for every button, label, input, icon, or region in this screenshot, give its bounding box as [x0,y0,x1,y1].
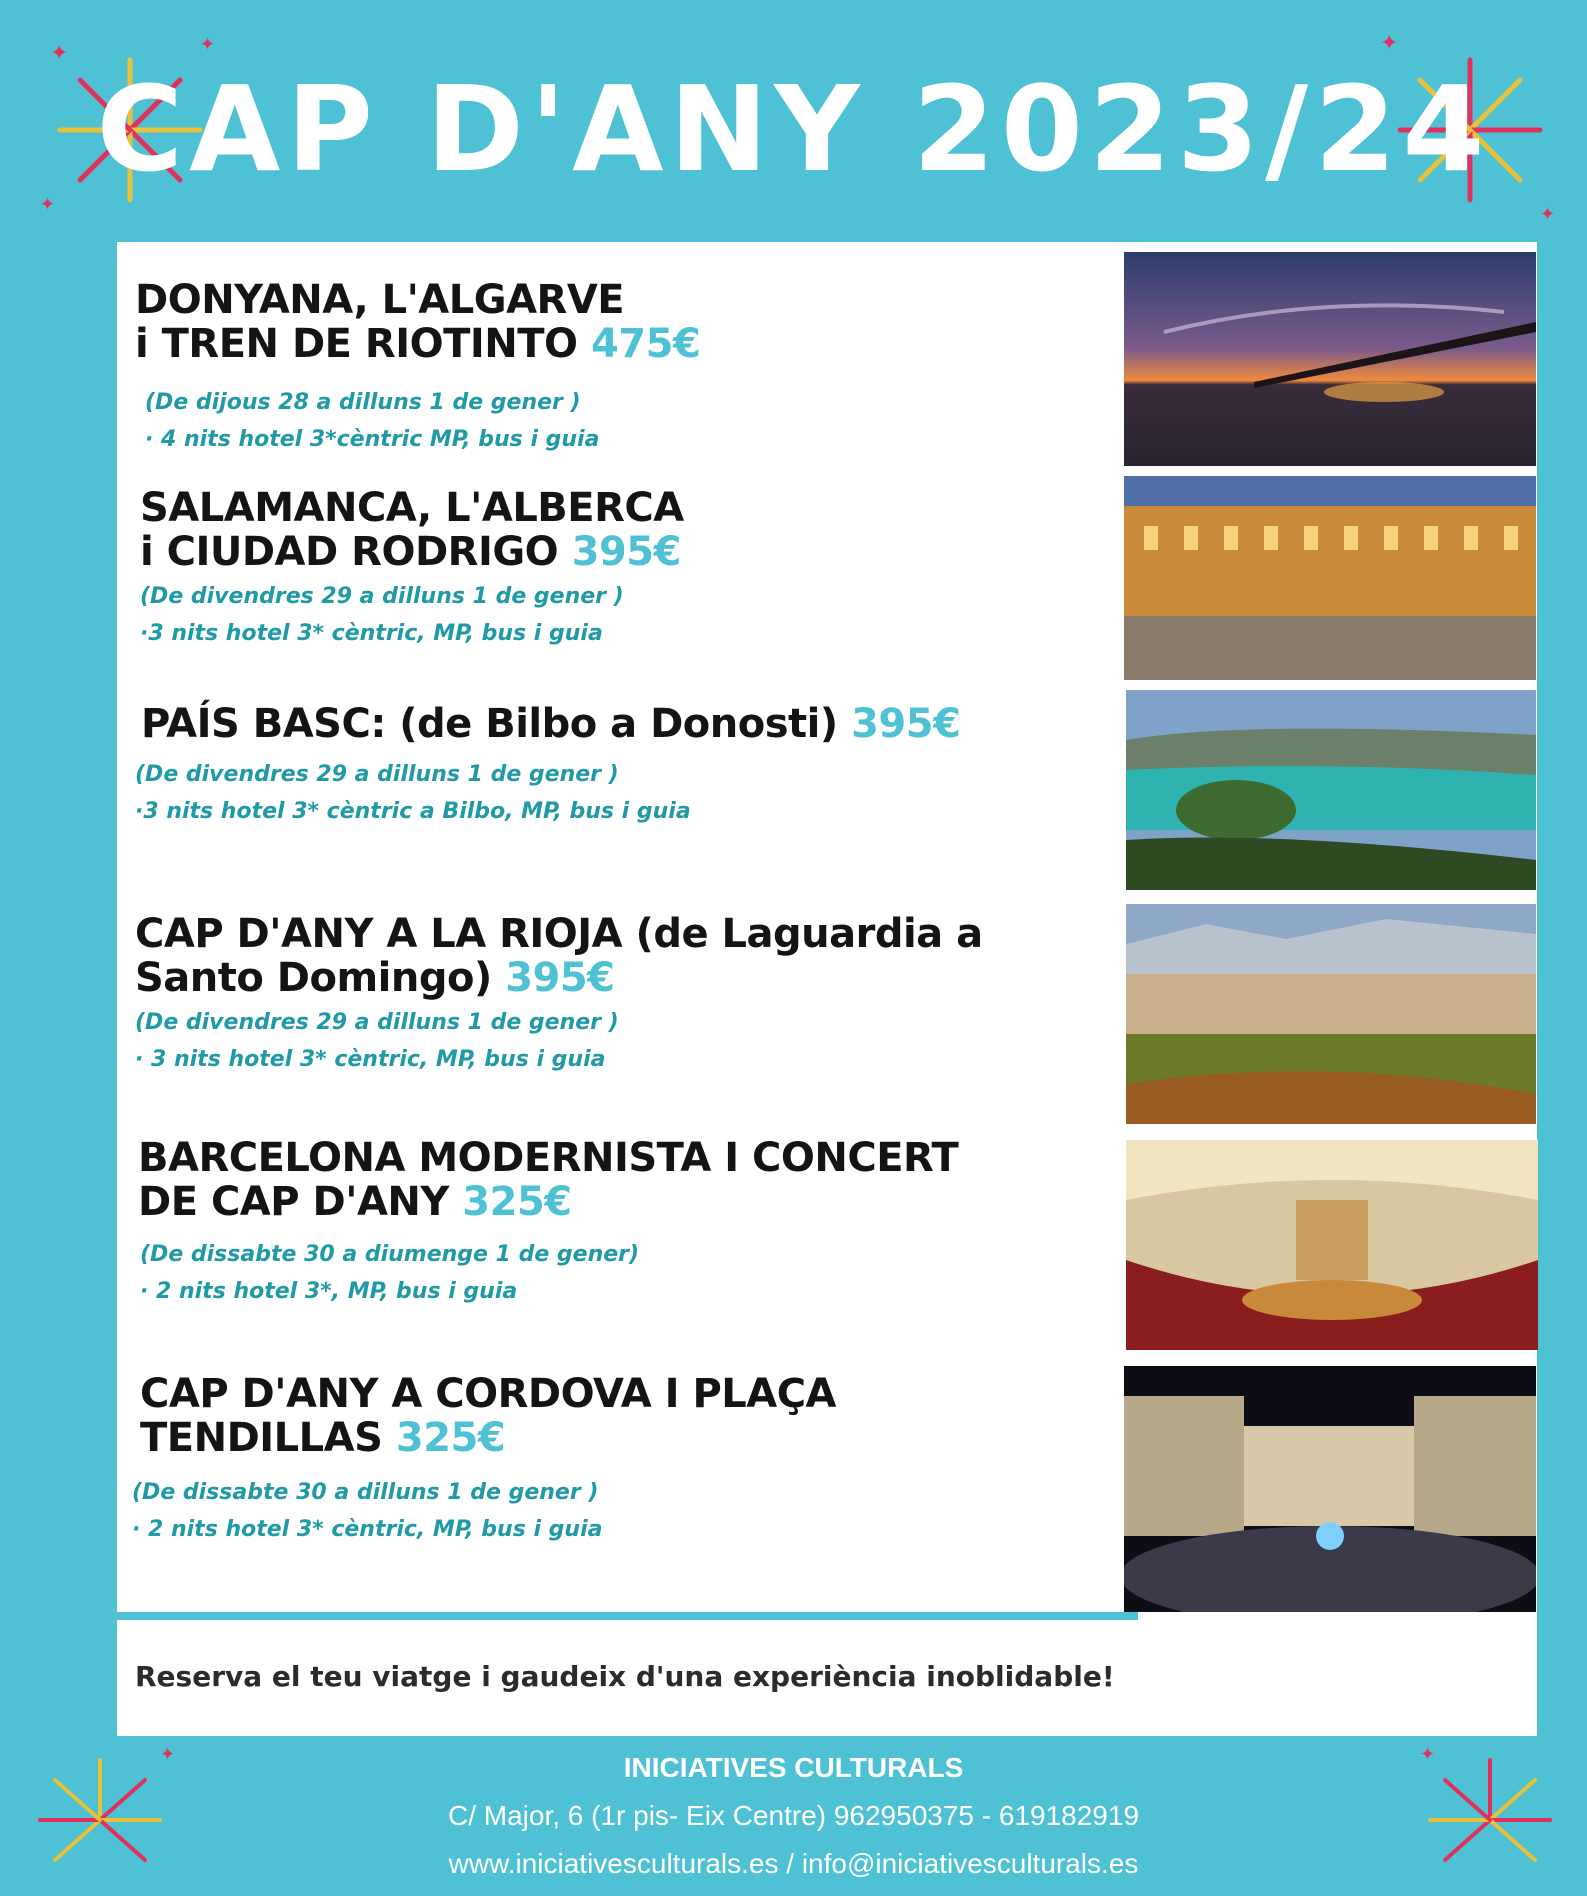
trip-price: 475€ [590,321,701,367]
trip-heading-line: CAP D'ANY A CORDOVA I PLAÇA [140,1371,837,1417]
trip-details: · 2 nits hotel 3* cèntric, MP, bus i guia [132,1517,603,1542]
trip-heading-line: BARCELONA MODERNISTA I CONCERT [138,1135,959,1181]
trip-heading-line: i TREN DE RIOTINTO [135,321,578,367]
trip-item [132,1371,1140,1548]
trip-dates: (De divendres 29 a dilluns 1 de gener ) [140,584,624,609]
trip-item [138,1136,1138,1310]
trip-heading [140,486,1140,574]
trip-price: 395€ [505,955,615,1001]
trip-price: 395€ [571,529,681,575]
night-square-photo [1124,1366,1536,1612]
footer-address: C/ Major, 6 (1r pis- Eix Centre) 962950375 - 619182919 [447,1800,1140,1831]
trip-heading-line: DONYANA, L'ALGARVE [135,277,625,323]
trip-dates: (De dissabte 30 a diumenge 1 de gener) [140,1242,640,1267]
trip-details: · 4 nits hotel 3*cèntric MP, bus i guia [145,427,600,452]
trip-details: ·3 nits hotel 3* cèntric, MP, bus i guia [140,621,603,646]
concert-hall-photo [1126,1140,1538,1350]
footer-web-link[interactable]: www.iniciativesculturals.es / info@iniciativesculturals.es [448,1848,1139,1879]
trip-heading-line: i CIUDAD RODRIGO [140,529,559,575]
trip-heading [140,1372,1140,1460]
trip-heading [138,1136,1138,1224]
trip-dates: (De divendres 29 a dilluns 1 de gener ) [135,762,619,787]
call-to-action: Reserva el teu viatge i gaudeix d'una experiència inoblidable! [135,1660,1115,1693]
trip-item [140,486,1140,652]
page-title: CAP D'ANY 2023/24 [96,60,1491,198]
trip-item [135,702,1135,830]
trip-heading [135,912,1135,1000]
bay-photo [1126,690,1536,890]
trip-details: ·3 nits hotel 3* cèntric a Bilbo, MP, bus i guia [135,799,691,824]
svg-text:✦: ✦ [40,194,56,215]
trip-heading [135,702,1135,746]
trip-heading-line: PAÍS BASC: (de Bilbo a Donosti) [141,701,838,747]
svg-text:✦: ✦ [160,1744,176,1765]
trip-heading-line: Santo Domingo) [135,955,492,1001]
trip-details: · 2 nits hotel 3*, MP, bus i guia [140,1279,518,1304]
trip-heading-line: SALAMANCA, L'ALBERCA [140,485,684,531]
svg-text:✦: ✦ [50,41,69,66]
svg-text:✦: ✦ [200,34,216,55]
trip-dates: (De dijous 28 a dilluns 1 de gener ) [145,390,581,415]
svg-text:✦: ✦ [1420,1744,1436,1765]
trip-heading [135,278,1135,366]
svg-text:✦: ✦ [1540,204,1556,225]
trip-item [135,912,1135,1078]
plaza-mayor-photo [1124,476,1536,680]
trip-price: 325€ [395,1415,506,1461]
trip-heading-line: DE CAP D'ANY [138,1179,449,1225]
divider [117,1612,1138,1620]
trip-price: 325€ [462,1179,572,1225]
trip-details: · 3 nits hotel 3* cèntric, MP, bus i guia [135,1047,606,1072]
trip-heading-line: CAP D'ANY A LA RIOJA (de Laguardia a [135,911,983,957]
footer-org: INICIATIVES CULTURALS [623,1752,964,1783]
vineyard-town-photo [1126,904,1536,1124]
trip-dates: (De dissabte 30 a dilluns 1 de gener ) [132,1480,599,1505]
trip-item [135,278,1135,458]
trip-price: 395€ [851,701,961,747]
svg-text:✦: ✦ [1380,31,1399,56]
trip-dates: (De divendres 29 a dilluns 1 de gener ) [135,1010,619,1035]
sunset-pier-photo [1124,252,1536,466]
trip-heading-line: TENDILLAS [140,1415,383,1461]
